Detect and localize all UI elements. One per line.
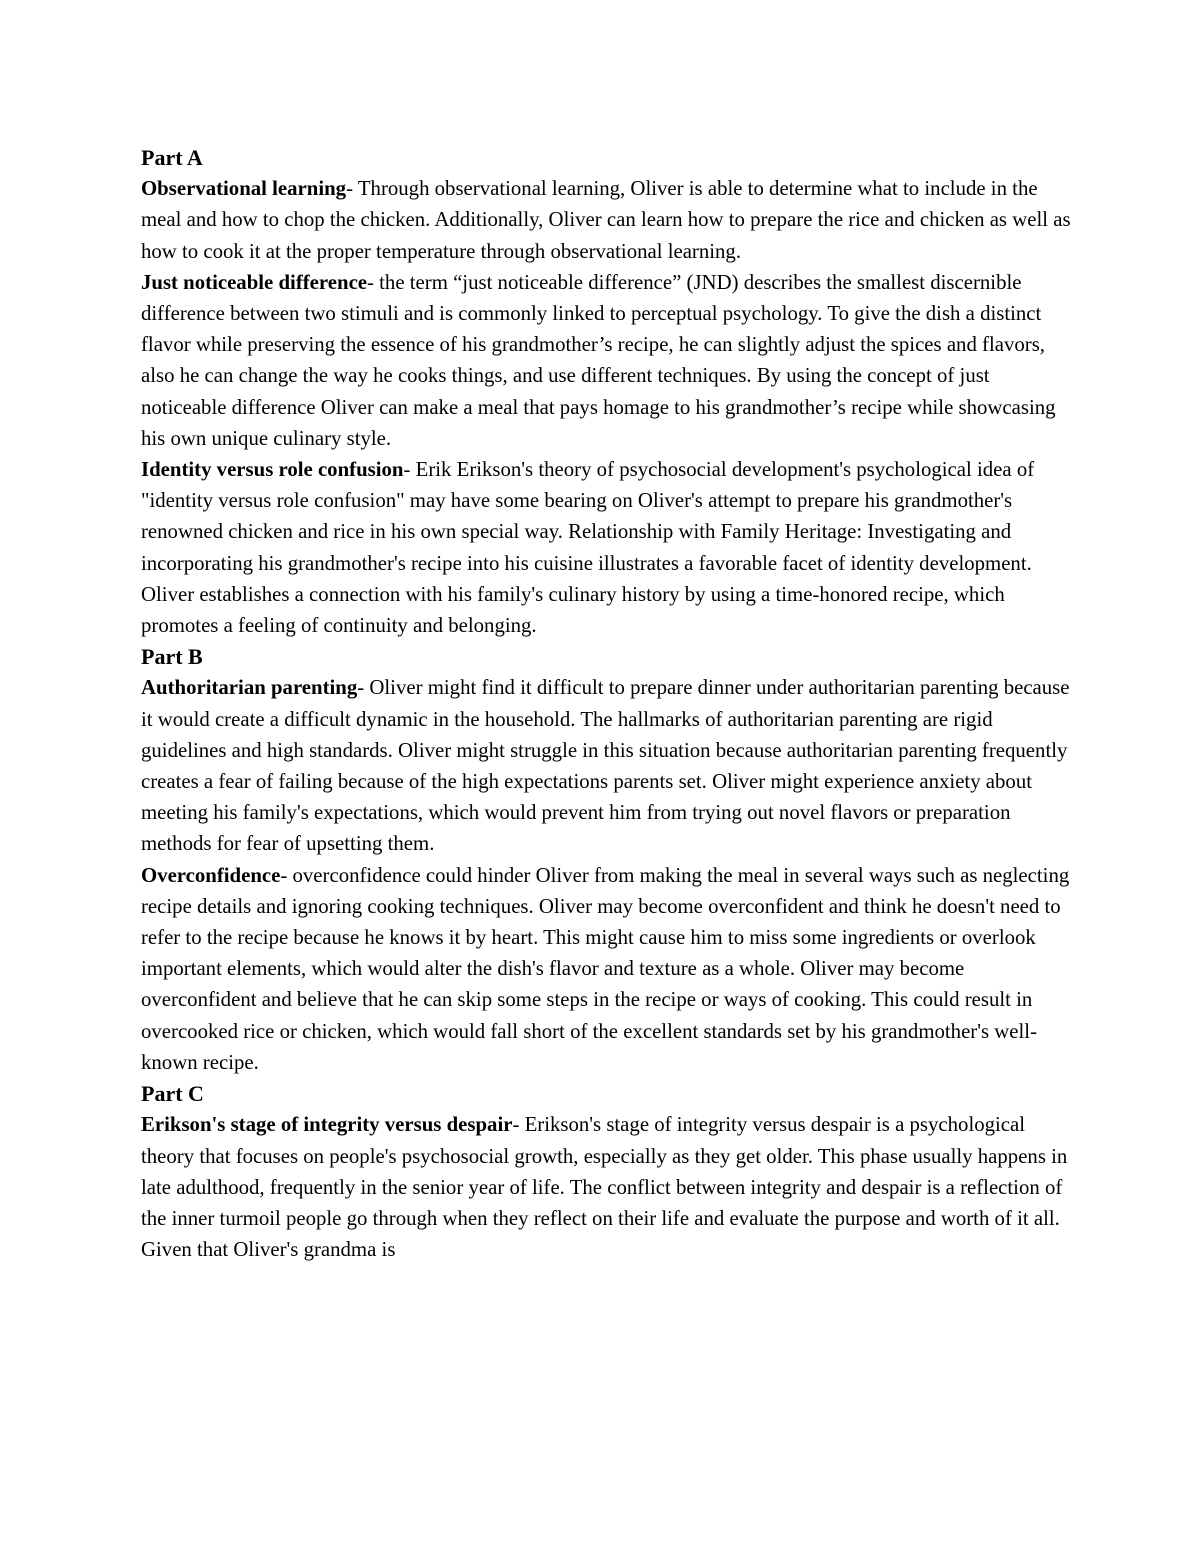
paragraph-text: - overconfidence could hinder Oliver from making the meal in several ways such as neglecting recipe details and ignoring cooking techniques. Oliver may become overconfident and think he doesn't need to refer to the recipe because he knows it by heart. This might cause him to miss some ingredients or overlook important elements, which would alter the dish's flavor and texture as a whole. Oliver may become overconfident and believe that he can skip some steps in the recipe or ways of cooking. This could result in overcooked rice or chicken, which would fall short of the excellent standards set by his grandmother's well-known recipe. [141,863,1070,1074]
paragraph-observational-learning [141,173,1071,267]
term-label: Just noticeable difference [141,270,368,294]
paragraph-just-noticeable-difference [141,267,1071,454]
paragraph-text: - Erik Erikson's theory of psychosocial development's psychological idea of "identity versus role confusion" may have some bearing on Oliver's attempt to prepare his grandmother's renowned chicken and rice in his own special way. Relationship with Family Heritage: Investigating and incorporating his grandmother's recipe into his cuisine illustrates a favorable facet of identity development. Oliver establishes a connection with his family's culinary history by using a time-honored recipe, which promotes a feeling of continuity and belonging. [141,458,1035,638]
term-label: Authoritarian parenting [141,676,358,700]
document-page [141,142,1071,1265]
paragraph-identity-versus-role-confusion [141,454,1071,641]
section-heading: Part A [141,145,203,170]
section-part-c [141,1078,1071,1265]
section-heading: Part C [141,1081,204,1107]
section-heading: Part B [141,644,203,670]
term-label: Observational learning [141,177,347,201]
paragraph-overconfidence [141,860,1071,1078]
paragraph-authoritarian-parenting [141,672,1071,859]
term-label: Erikson's stage of integrity versus despair [141,1113,513,1137]
paragraph-text: - Erikson's stage of integrity versus despair is a psychological theory that focuses on people's psychosocial growth, especially as they get older. This phase usually happens in late adulthood, frequently in the senior year of life. The conflict between integrity and despair is a reflection of the inner turmoil people go through when they reflect on their life and evaluate the purpose and worth of it all. Given that Oliver's grandma is [141,1113,1068,1262]
section-part-b [141,641,1071,1078]
section-part-a [141,142,1071,641]
term-label: Overconfidence [141,863,281,887]
paragraph-integrity-versus-despair [141,1109,1071,1265]
term-label: Identity versus role confusion [141,458,404,482]
paragraph-text: - Oliver might find it difficult to prepare dinner under authoritarian parenting because it would create a difficult dynamic in the household. The hallmarks of authoritarian parenting are rigid guidelines and high standards. Oliver might struggle in this situation because authoritarian parenting frequently creates a fear of failing because of the high expectations parents set. Oliver might experience anxiety about meeting his family's expectations, which would prevent him from trying out novel flavors or preparation methods for fear of upsetting them. [141,676,1070,856]
paragraph-text: - the term “just noticeable difference” (JND) describes the smallest discernible difference between two stimuli and is commonly linked to perceptual psychology. To give the dish a distinct flavor while preserving the essence of his grandmother’s recipe, he can slightly adjust the spices and flavors, also he can change the way he cooks things, and use different techniques. By using the concept of just noticeable difference Oliver can make a meal that pays homage to his grandmother’s recipe while showcasing his own unique culinary style. [141,270,1056,450]
paragraph-text: - Through observational learning, Oliver is able to determine what to include in the meal and how to chop the chicken. Additionally, Oliver can learn how to prepare the rice and chicken as well as how to cook it at the proper temperature through observational learning. [141,177,1071,263]
